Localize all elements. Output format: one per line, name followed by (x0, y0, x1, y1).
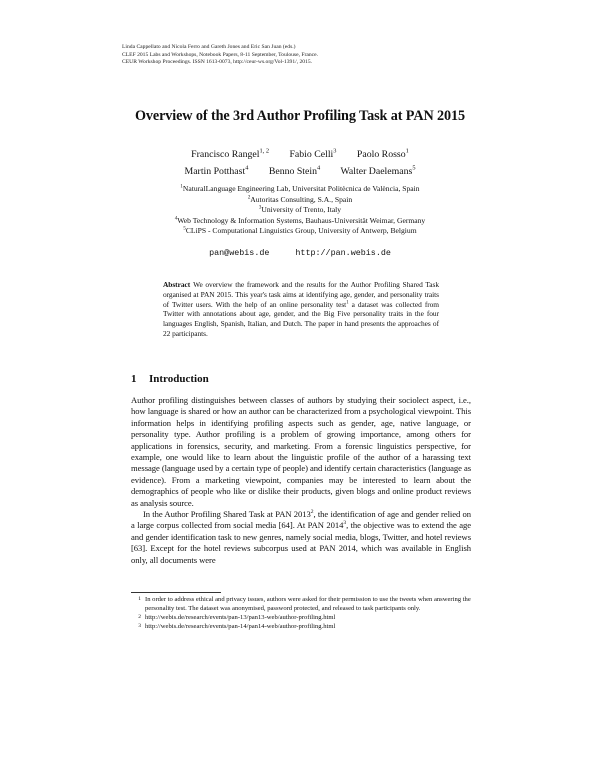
footnote-mark[interactable]: 3 (343, 520, 347, 527)
section-number: 1 (131, 373, 137, 385)
affiliation (0, 226, 600, 237)
author-name: Martin Potthast (184, 166, 246, 177)
footnotes (131, 592, 471, 631)
paragraph: Author profiling distinguishes between classes of authors by studying their sociolect aspect, i.e., how language is shared or how an author can be characterized from a psychological viewpoint. This information helps in identifying profiling aspects such as gender, age, native language, or personality type. Author profiling is a problem of growing importance, among others for applications in forensics, security, and marketing. From a forensic linguistics perspective, for example, one would like to learn about the linguistic profile of the author of a harassing text message (language used by a certain type of people) and identify certain characteristics (language as evidence). From a marketing viewpoint, companies may be interested to learn about the demographics of people who like or dislike their products, given blogs and online product reviews as analysis source. (131, 395, 471, 508)
section-body (131, 395, 471, 566)
header-line: Linda Cappellato and Nicola Ferro and Gareth Jones and Eric San Juan (eds.) (122, 44, 296, 50)
paragraph-text: , the objective was to extend the age and gender identification task to new genres, namely social media, blogs, Twitter, and hotel reviews [63]. Except for the hotel reviews subcorpus used at PAN 2014, which was available in English only, all documents were (131, 520, 471, 565)
footnote-mark[interactable]: 2 (310, 509, 314, 516)
affil-mark: 1 (180, 184, 183, 190)
footnote-mark[interactable]: 1 (346, 300, 349, 306)
affil-mark: 2 (247, 195, 251, 201)
paragraph (131, 509, 471, 566)
abstract-text: a dataset was collected from Twitter with annotations about age, gender, and the Big Five personality traits in the four languages English, Spanish, Italian, and Dutch. The paper in hand presents the approaches of 22 participants. (163, 299, 439, 338)
affil-text: Web Technology & Information Systems, Bauhaus-Universität Weimar, Germany (177, 215, 426, 225)
contact-url[interactable]: http://pan.webis.de (295, 248, 391, 258)
author-affil-mark: 4 (245, 164, 249, 172)
footnote-number: 3 (138, 623, 141, 629)
footnote-number: 1 (138, 596, 141, 602)
affil-text: Autoritas Consulting, S.A., Spain (250, 194, 353, 204)
author-row (0, 163, 600, 180)
footnote-rule (131, 592, 221, 593)
paragraph-text: , the identification of age and gender relied on a large corpus collected from social media [64]. At PAN 2014 (131, 509, 471, 531)
author-name: Benno Stein (268, 166, 317, 177)
affiliation (0, 184, 600, 195)
affil-text: University of Trento, Italy (261, 205, 342, 215)
author-name: Walter Daelemans (340, 166, 413, 177)
affiliation (0, 195, 600, 206)
author-name: Fabio Celli (289, 149, 334, 160)
author-affil-mark: 5 (412, 164, 416, 172)
author-name: Francisco Rangel (191, 149, 260, 160)
abstract-text: We overview the framework and the results for the Author Profiling Shared Task organised at PAN 2015. This year's task aims at identifying age, gender, and personality traits of Twitter users. With the help of an online personality test (163, 280, 439, 309)
affil-text: CLiPS - Computational Linguistics Group, University of Antwerp, Belgium (185, 226, 417, 236)
footnote-link[interactable]: http://webis.de/research/events/pan-14/pan14-web/author-profiling.html (145, 623, 336, 630)
header-line: CLEF 2015 Labs and Workshops, Notebook Papers, 8-11 September, Toulouse, France. (122, 51, 318, 58)
footnote-number: 2 (138, 614, 141, 620)
section-title: Introduction (149, 373, 209, 385)
author-affil-mark: 4 (317, 164, 321, 172)
section-heading (131, 373, 209, 385)
header-line: CEUR Workshop Proceedings. ISSN 1613-0073, http://ceur-ws.org/Vol-1391/, 2015. (122, 59, 313, 66)
affiliation-list (0, 184, 600, 237)
affiliation (0, 205, 600, 216)
footnote (131, 613, 471, 622)
footnote (131, 622, 471, 631)
affil-mark: 5 (183, 226, 186, 232)
author-row (0, 146, 600, 163)
author-list (0, 146, 600, 180)
affiliation (0, 216, 600, 227)
author-affil-mark: 3 (333, 147, 337, 155)
abstract (163, 280, 439, 339)
contact-line (0, 248, 600, 258)
affil-mark: 4 (174, 216, 178, 222)
footnote (131, 595, 471, 613)
proceedings-header (122, 44, 482, 67)
contact-email[interactable]: pan@webis.de (209, 248, 270, 258)
abstract-label: Abstract (163, 280, 191, 289)
affil-mark: 3 (258, 205, 262, 211)
paper-title: Overview of the 3rd Author Profiling Task at PAN 2015 (134, 108, 466, 124)
footnote-text: In order to address ethical and privacy issues, authors were asked for their permission to use the tweets when answering the personality test. The dataset was anonymised, password protected, and released to task participants only. (145, 596, 471, 612)
author-affil-mark: 1, 2 (259, 147, 269, 155)
paragraph-text: In the Author Profiling Shared Task at PAN 2013 (143, 509, 311, 520)
author-affil-mark: 1 (405, 147, 409, 155)
author-name: Paolo Rosso (356, 149, 406, 160)
footnote-link[interactable]: http://webis.de/research/events/pan-13/pan13-web/author-profiling.html (145, 614, 336, 621)
affil-text: NaturalLanguage Engineering Lab, Universitat Politècnica de València, Spain (182, 184, 420, 193)
